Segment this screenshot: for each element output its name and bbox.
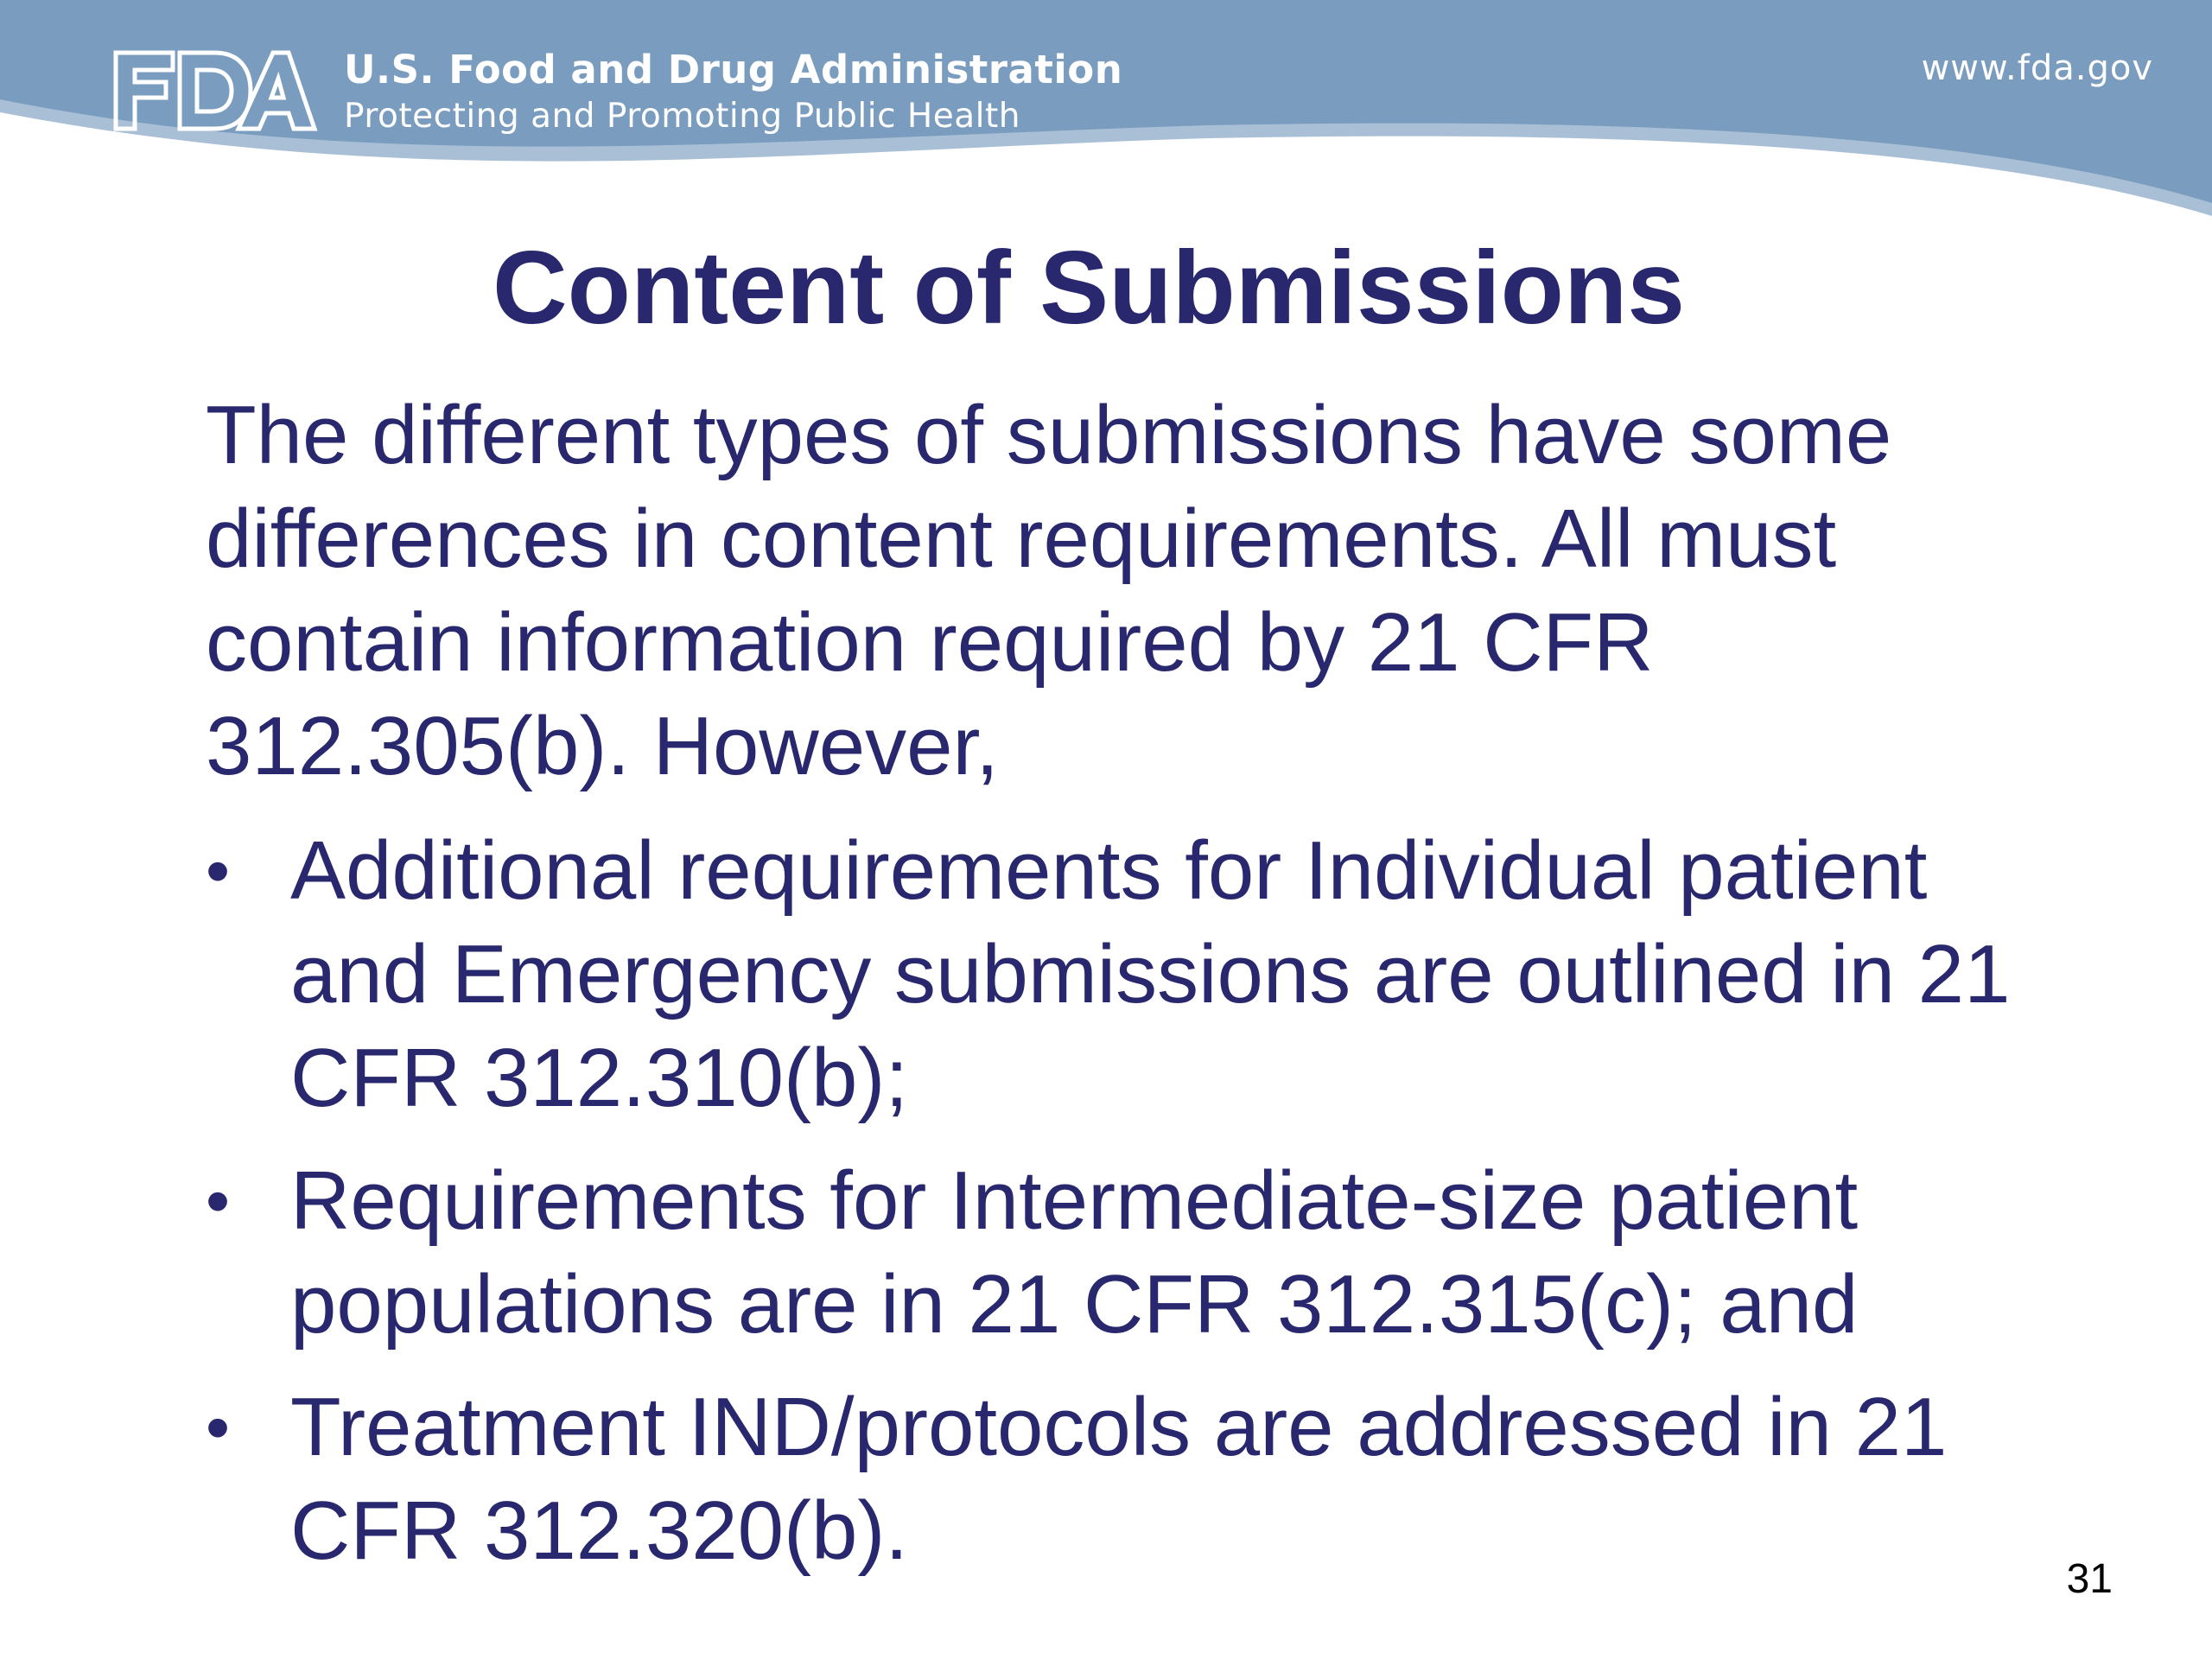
bullet-item-intermediate-size xyxy=(206,1149,2107,1357)
bullet-line: populations are in 21 CFR 312.315(c); and xyxy=(290,1258,1859,1351)
bullet-item-individual-emergency xyxy=(206,819,2107,1130)
intro-paragraph xyxy=(206,384,2107,798)
bullet-line: CFR 312.310(b); xyxy=(290,1032,908,1124)
intro-line: contain information required by 21 CFR xyxy=(206,596,1654,689)
bullet-line: Requirements for Intermediate-size patient xyxy=(290,1154,1859,1247)
intro-line: differences in content requirements. All must xyxy=(206,493,1837,585)
bullet-line: CFR 312.320(b). xyxy=(290,1484,908,1577)
bullet-line: Treatment IND/protocols are addressed in 21 xyxy=(290,1381,1948,1473)
intro-line: 312.305(b). However, xyxy=(206,700,999,792)
agency-name: U.S. Food and Drug Administration xyxy=(344,47,1123,92)
bullet-line: and Emergency submissions are outlined in 21 xyxy=(290,928,2011,1020)
slide-body xyxy=(206,384,2107,1602)
bullet-list xyxy=(206,819,2107,1583)
fda-logo-icon xyxy=(111,48,318,134)
bullet-item-treatment-ind xyxy=(206,1376,2107,1583)
page-number: 31 xyxy=(2066,1556,2113,1602)
bullet-line: Additional requirements for Individual patient xyxy=(290,824,1928,917)
website-link[interactable]: www.fda.gov xyxy=(1921,48,2153,88)
header-band-main xyxy=(0,0,2212,203)
header-band xyxy=(0,0,2212,259)
agency-tagline: Protecting and Promoting Public Health xyxy=(344,97,1020,136)
slide-title: Content of Submissions xyxy=(493,230,1685,346)
intro-line: The different types of submissions have some xyxy=(206,389,1892,481)
